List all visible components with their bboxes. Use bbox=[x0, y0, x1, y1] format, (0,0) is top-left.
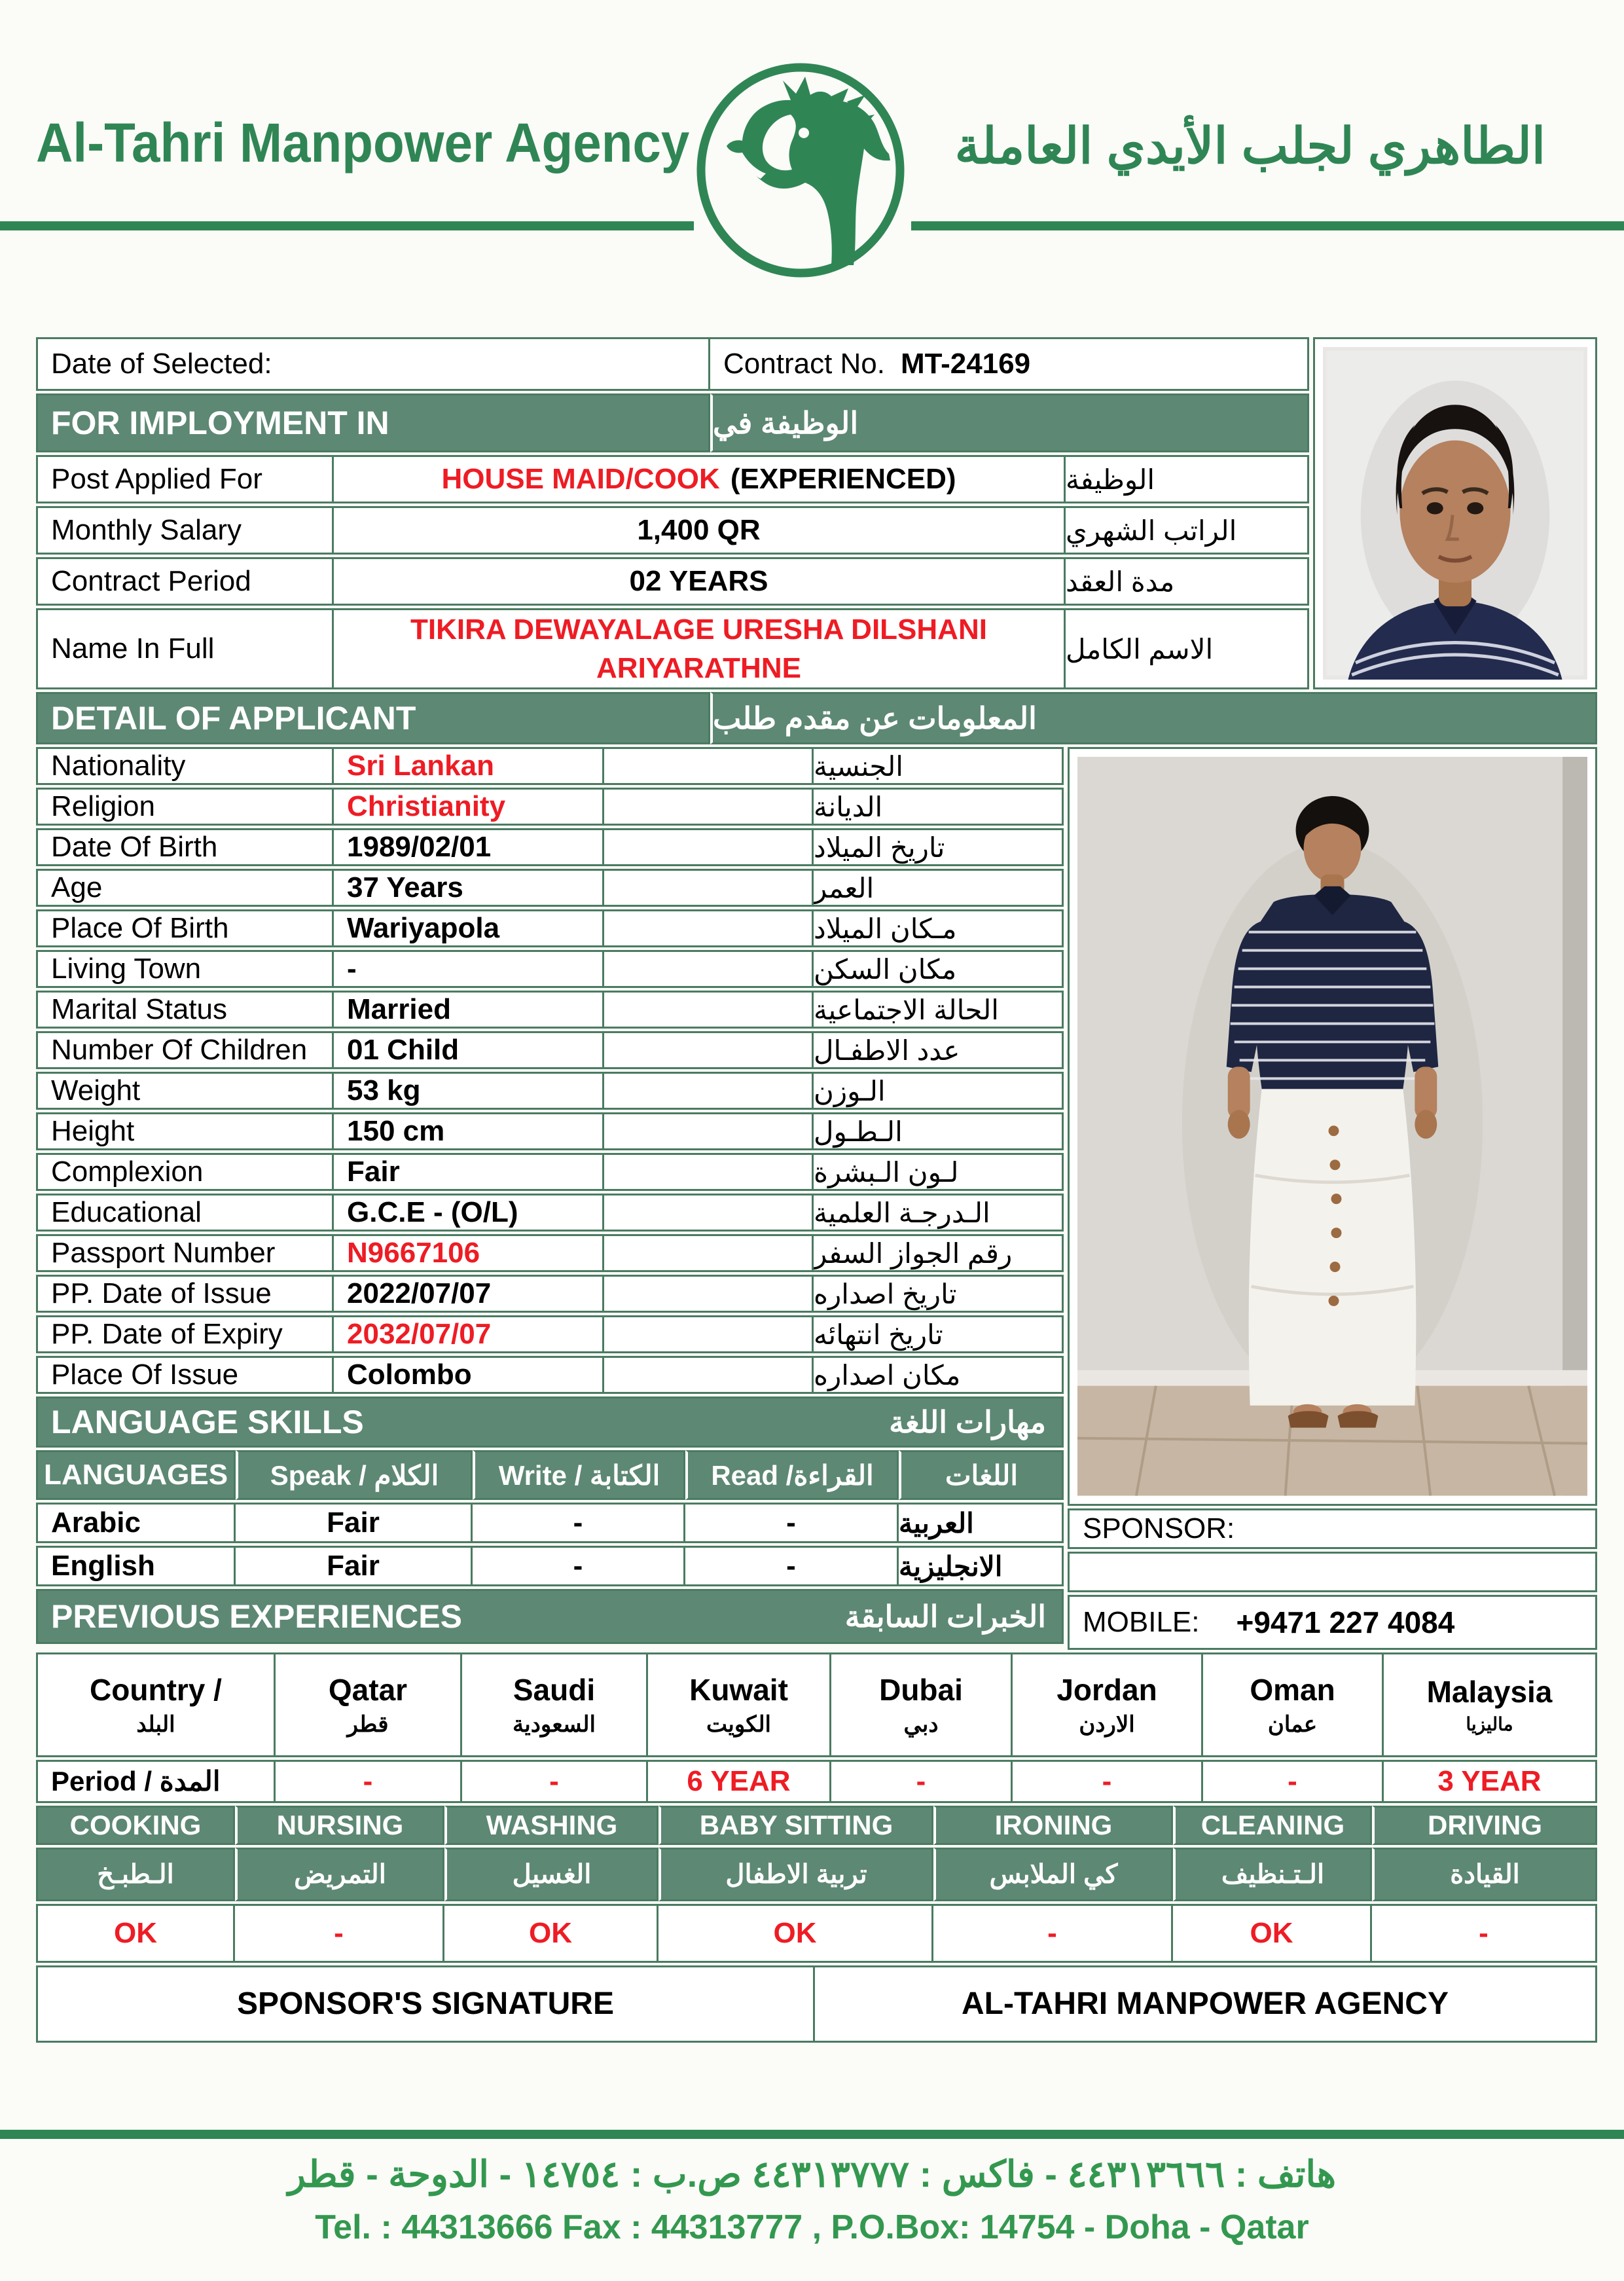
detail-label: Height bbox=[36, 1112, 334, 1150]
detail-row-pp-issue bbox=[36, 1275, 1064, 1313]
col-languages: LANGUAGES bbox=[36, 1450, 236, 1500]
contract-period-label-ar: مدة العقد bbox=[1066, 557, 1309, 606]
detail-row-education bbox=[36, 1194, 1064, 1232]
skill-en: COOKING bbox=[36, 1806, 235, 1845]
skill-ar: التمريض bbox=[235, 1848, 444, 1901]
skill-value: OK bbox=[36, 1904, 235, 1963]
country-en: Saudi bbox=[513, 1672, 596, 1707]
detail-value: Colombo bbox=[334, 1356, 604, 1394]
country-ar: الاردن bbox=[1079, 1711, 1135, 1737]
horse-logo-icon bbox=[693, 62, 909, 278]
detail-row-birthplace bbox=[36, 909, 1064, 947]
detail-empty-cell bbox=[604, 1315, 814, 1353]
cv-form bbox=[36, 337, 1597, 2043]
detail-empty-cell bbox=[604, 991, 814, 1029]
language-speak: Fair bbox=[236, 1503, 473, 1543]
detail-label-ar: العمر bbox=[814, 869, 1064, 907]
date-of-selected-cell bbox=[36, 337, 710, 391]
agency-signature-cell: AL-TAHRI MANPOWER AGENCY bbox=[815, 1965, 1597, 2043]
salary-row bbox=[36, 506, 1309, 555]
language-write: - bbox=[473, 1546, 685, 1586]
contract-no-cell bbox=[710, 337, 1309, 391]
salary-label-ar: الراتب الشهري bbox=[1066, 506, 1309, 555]
detail-empty-cell bbox=[604, 1275, 814, 1313]
detail-label-ar: تاريخ الميلاد bbox=[814, 828, 1064, 866]
detail-row-complexion bbox=[36, 1153, 1064, 1191]
previous-experiences-title-en: PREVIOUS EXPERIENCES bbox=[51, 1598, 462, 1635]
period-label: Period / المدة bbox=[36, 1760, 276, 1803]
detail-label: Living Town bbox=[36, 950, 334, 988]
experience-country-header bbox=[36, 1652, 1597, 1757]
post-value bbox=[334, 455, 1066, 503]
employment-section bbox=[36, 337, 1597, 689]
detail-label-ar: الـدرجـة العلمية bbox=[814, 1194, 1064, 1232]
detail-label: Weight bbox=[36, 1072, 334, 1110]
language-row-english bbox=[36, 1546, 1064, 1586]
language-name-ar: الانجليزية bbox=[899, 1546, 1064, 1586]
language-skills-title-ar: مهارات اللغة bbox=[889, 1405, 1046, 1439]
language-table-header bbox=[36, 1450, 1064, 1500]
period-value: 3 YEAR bbox=[1384, 1760, 1597, 1803]
language-speak: Fair bbox=[236, 1546, 473, 1586]
detail-empty-cell bbox=[604, 1194, 814, 1232]
detail-label: PP. Date of Expiry bbox=[36, 1315, 334, 1353]
contract-row bbox=[36, 337, 1309, 391]
skill-value: - bbox=[1372, 1904, 1597, 1963]
detail-empty-cell bbox=[604, 1234, 814, 1272]
skill-ar: كي الملابس bbox=[933, 1848, 1173, 1901]
skill-value: OK bbox=[1173, 1904, 1372, 1963]
language-write: - bbox=[473, 1503, 685, 1543]
detail-row-place-of-issue bbox=[36, 1356, 1064, 1394]
detail-label-ar: الجنسية bbox=[814, 747, 1064, 785]
detail-label-ar: الديانة bbox=[814, 788, 1064, 826]
period-value: - bbox=[1013, 1760, 1203, 1803]
language-read: - bbox=[685, 1546, 899, 1586]
agency-name-arabic: الطاهري لجلب الأيدي العاملة bbox=[954, 119, 1545, 174]
country-kuwait bbox=[648, 1652, 831, 1757]
period-value: - bbox=[276, 1760, 462, 1803]
detail-label: Religion bbox=[36, 788, 334, 826]
language-name-ar: العربية bbox=[899, 1503, 1064, 1543]
country-ar: قطر bbox=[347, 1711, 389, 1737]
skill-en: CLEANING bbox=[1173, 1806, 1372, 1845]
period-value: - bbox=[1203, 1760, 1384, 1803]
sponsor-label: SPONSOR: bbox=[1083, 1512, 1235, 1544]
contract-period-label: Contract Period bbox=[36, 557, 334, 606]
col-read: Read /القراءة bbox=[685, 1450, 899, 1500]
header-rule-left bbox=[0, 221, 694, 230]
detail-header-bar bbox=[36, 692, 1597, 744]
skill-ar: الـطبـخ bbox=[36, 1848, 235, 1901]
language-name: Arabic bbox=[36, 1503, 236, 1543]
detail-value: 01 Child bbox=[334, 1031, 604, 1069]
skills-header-ar bbox=[36, 1848, 1597, 1901]
detail-value: N9667106 bbox=[334, 1234, 604, 1272]
sponsor-empty-row bbox=[1068, 1552, 1597, 1592]
detail-empty-cell bbox=[604, 828, 814, 866]
footer-contact-en: Tel. : 44313666 Fax : 44313777 , P.O.Box: 14754 - Doha - Qatar bbox=[315, 2208, 1309, 2246]
passport-photo-cell bbox=[1313, 337, 1597, 689]
detail-empty-cell bbox=[604, 869, 814, 907]
detail-label-ar: رقم الجواز السفر bbox=[814, 1234, 1064, 1272]
detail-empty-cell bbox=[604, 747, 814, 785]
detail-row-dob bbox=[36, 828, 1064, 866]
language-skills-bar bbox=[36, 1396, 1064, 1448]
right-column bbox=[1068, 747, 1597, 1650]
period-value: - bbox=[831, 1760, 1013, 1803]
detail-row-marital-status bbox=[36, 991, 1064, 1029]
country-ar: دبي bbox=[903, 1711, 939, 1737]
country-jordan bbox=[1013, 1652, 1203, 1757]
full-name-label-ar: الاسم الكامل bbox=[1066, 608, 1309, 689]
skill-value: - bbox=[933, 1904, 1173, 1963]
previous-experiences-title bbox=[36, 1589, 1064, 1644]
detail-row-age bbox=[36, 869, 1064, 907]
detail-value: Fair bbox=[334, 1153, 604, 1191]
language-read: - bbox=[685, 1503, 899, 1543]
employment-header-bar bbox=[36, 393, 1309, 452]
detail-value: 37 Years bbox=[334, 869, 604, 907]
full-name-label: Name In Full bbox=[36, 608, 334, 689]
detail-empty-cell bbox=[604, 788, 814, 826]
salary-label: Monthly Salary bbox=[36, 506, 334, 555]
country-en: Qatar bbox=[328, 1672, 408, 1707]
detail-section bbox=[36, 747, 1597, 1650]
detail-title-en: DETAIL OF APPLICANT bbox=[36, 692, 710, 744]
country-en: Dubai bbox=[879, 1672, 963, 1707]
detail-label: Complexion bbox=[36, 1153, 334, 1191]
country-dubai bbox=[831, 1652, 1013, 1757]
detail-label: Nationality bbox=[36, 747, 334, 785]
detail-label-ar: مكان السكن bbox=[814, 950, 1064, 988]
country-en: Jordan bbox=[1056, 1672, 1157, 1707]
mobile-label: MOBILE: bbox=[1083, 1605, 1200, 1638]
skill-value: OK bbox=[444, 1904, 659, 1963]
post-value-black: (EXPERIENCED) bbox=[730, 463, 956, 495]
employment-title-ar: الوظيفة في bbox=[710, 393, 1309, 452]
date-of-selected-label: Date of Selected: bbox=[51, 348, 272, 380]
detail-label: Age bbox=[36, 869, 334, 907]
full-name-value: TIKIRA DEWAYALAGE URESHA DILSHANI ARIYARATHNE bbox=[334, 608, 1066, 689]
full-name-row bbox=[36, 608, 1309, 689]
skill-en: NURSING bbox=[235, 1806, 444, 1845]
footer-rule bbox=[0, 2130, 1624, 2139]
post-value-red: HOUSE MAID/COOK bbox=[441, 463, 720, 495]
sponsor-row bbox=[1068, 1508, 1597, 1549]
detail-label-ar: تاريخ اصداره bbox=[814, 1275, 1064, 1313]
period-value: 6 YEAR bbox=[648, 1760, 831, 1803]
detail-label-ar: الـطـول bbox=[814, 1112, 1064, 1150]
detail-value: Sri Lankan bbox=[334, 747, 604, 785]
detail-row-pp-expiry bbox=[36, 1315, 1064, 1353]
detail-value: Wariyapola bbox=[334, 909, 604, 947]
country-ar: ماليزيا bbox=[1466, 1714, 1513, 1735]
skills-header-en bbox=[36, 1806, 1597, 1845]
country-saudi bbox=[462, 1652, 648, 1757]
detail-label-ar: الـوزن bbox=[814, 1072, 1064, 1110]
detail-empty-cell bbox=[604, 1153, 814, 1191]
detail-row-living-town bbox=[36, 950, 1064, 988]
previous-experiences-bar bbox=[36, 1589, 1064, 1644]
sponsor-signature-cell: SPONSOR'S SIGNATURE bbox=[36, 1965, 815, 2043]
col-languages-ar: اللغات bbox=[899, 1450, 1064, 1500]
country-en: Malaysia bbox=[1426, 1675, 1553, 1709]
skills-values-row bbox=[36, 1904, 1597, 1963]
period-value: - bbox=[462, 1760, 648, 1803]
skill-en: WASHING bbox=[444, 1806, 659, 1845]
col-write: Write / الكتابة bbox=[473, 1450, 685, 1500]
detail-empty-cell bbox=[604, 1356, 814, 1394]
mobile-value: +9471 227 4084 bbox=[1236, 1605, 1455, 1639]
detail-label-ar: مكان اصداره bbox=[814, 1356, 1064, 1394]
skill-ar: الـتـنظيف bbox=[1173, 1848, 1372, 1901]
col-speak: Speak / الكلام bbox=[236, 1450, 473, 1500]
country-ar: الكويت bbox=[706, 1711, 771, 1737]
detail-label-ar: تاريخ انتهائه bbox=[814, 1315, 1064, 1353]
detail-row-passport-number bbox=[36, 1234, 1064, 1272]
contract-no-value: MT-24169 bbox=[900, 348, 1031, 380]
detail-label: Passport Number bbox=[36, 1234, 334, 1272]
detail-empty-cell bbox=[604, 1031, 814, 1069]
detail-value: 1989/02/01 bbox=[334, 828, 604, 866]
mobile-row bbox=[1068, 1595, 1597, 1650]
skill-value: - bbox=[235, 1904, 444, 1963]
agency-name-english: Al-Tahri Manpower Agency bbox=[36, 112, 690, 173]
contract-no-label: Contract No. bbox=[723, 348, 885, 380]
detail-row-religion bbox=[36, 788, 1064, 826]
detail-row-children bbox=[36, 1031, 1064, 1069]
country-header-cell bbox=[36, 1652, 276, 1757]
country-malaysia bbox=[1384, 1652, 1597, 1757]
detail-empty-cell bbox=[604, 1072, 814, 1110]
skill-en: BABY SITTING bbox=[659, 1806, 933, 1845]
detail-row-weight bbox=[36, 1072, 1064, 1110]
language-skills-title-en: LANGUAGE SKILLS bbox=[51, 1404, 364, 1440]
post-label: Post Applied For bbox=[36, 455, 334, 503]
footer-contact-ar: هاتف : ٤٤٣١٣٦٦٦ - فاكس : ٤٤٣١٣٧٧٧ ص.ب : ١٤٧٥٤ - الدوحة - قطر bbox=[287, 2153, 1337, 2195]
skill-ar: تربية الاطفال bbox=[659, 1848, 933, 1901]
skill-value: OK bbox=[659, 1904, 933, 1963]
detail-label: Date Of Birth bbox=[36, 828, 334, 866]
detail-label: Educational bbox=[36, 1194, 334, 1232]
detail-value: 2032/07/07 bbox=[334, 1315, 604, 1353]
country-ar: عمان bbox=[1267, 1711, 1318, 1737]
country-label-en: Country / bbox=[90, 1672, 222, 1707]
previous-experiences-title-ar: الخبرات السابقة bbox=[844, 1599, 1046, 1633]
detail-empty-cell bbox=[604, 950, 814, 988]
skill-ar: الغسيل bbox=[444, 1848, 659, 1901]
full-body-photo-cell bbox=[1068, 747, 1597, 1506]
applicant-full-length-photo bbox=[1077, 757, 1587, 1496]
detail-row-height bbox=[36, 1112, 1064, 1150]
detail-label-ar: لـون الـبشرة bbox=[814, 1153, 1064, 1191]
detail-title-ar: المعلومات عن مقدم طلب bbox=[710, 692, 1597, 744]
post-applied-row bbox=[36, 455, 1309, 503]
detail-label-ar: مـكان الميلاد bbox=[814, 909, 1064, 947]
contract-period-row bbox=[36, 557, 1309, 606]
detail-value: Married bbox=[334, 991, 604, 1029]
detail-value: 53 kg bbox=[334, 1072, 604, 1110]
country-oman bbox=[1203, 1652, 1384, 1757]
language-name: English bbox=[36, 1546, 236, 1586]
detail-label: Place Of Issue bbox=[36, 1356, 334, 1394]
detail-label-ar: الحالة الاجتماعية bbox=[814, 991, 1064, 1029]
language-skills-title bbox=[36, 1396, 1064, 1448]
detail-label: PP. Date of Issue bbox=[36, 1275, 334, 1313]
country-ar: السعودية bbox=[513, 1711, 596, 1737]
detail-label-ar: عدد الاطفـال bbox=[814, 1031, 1064, 1069]
detail-label: Marital Status bbox=[36, 991, 334, 1029]
country-label-ar: البلد bbox=[136, 1711, 175, 1737]
employment-title-en: FOR IMPLOYMENT IN bbox=[36, 393, 710, 452]
detail-empty-cell bbox=[604, 1112, 814, 1150]
language-row-arabic bbox=[36, 1503, 1064, 1543]
experience-period-row bbox=[36, 1760, 1597, 1803]
salary-value: 1,400 QR bbox=[334, 506, 1066, 555]
detail-value: - bbox=[334, 950, 604, 988]
skill-en: IRONING bbox=[933, 1806, 1173, 1845]
post-label-ar: الوظيفة bbox=[1066, 455, 1309, 503]
detail-empty-cell bbox=[604, 909, 814, 947]
detail-value: Christianity bbox=[334, 788, 604, 826]
country-qatar bbox=[276, 1652, 462, 1757]
detail-label: Number Of Children bbox=[36, 1031, 334, 1069]
skill-ar: القيادة bbox=[1372, 1848, 1597, 1901]
applicant-portrait-photo bbox=[1323, 347, 1587, 680]
country-en: Kuwait bbox=[689, 1672, 788, 1707]
detail-value: 2022/07/07 bbox=[334, 1275, 604, 1313]
contract-period-value: 02 YEARS bbox=[334, 557, 1066, 606]
header-rule-right bbox=[911, 221, 1624, 230]
detail-row-nationality bbox=[36, 747, 1064, 785]
detail-label: Place Of Birth bbox=[36, 909, 334, 947]
country-en: Oman bbox=[1250, 1672, 1335, 1707]
detail-value: G.C.E - (O/L) bbox=[334, 1194, 604, 1232]
signature-row bbox=[36, 1965, 1597, 2043]
skill-en: DRIVING bbox=[1372, 1806, 1597, 1845]
detail-value: 150 cm bbox=[334, 1112, 604, 1150]
